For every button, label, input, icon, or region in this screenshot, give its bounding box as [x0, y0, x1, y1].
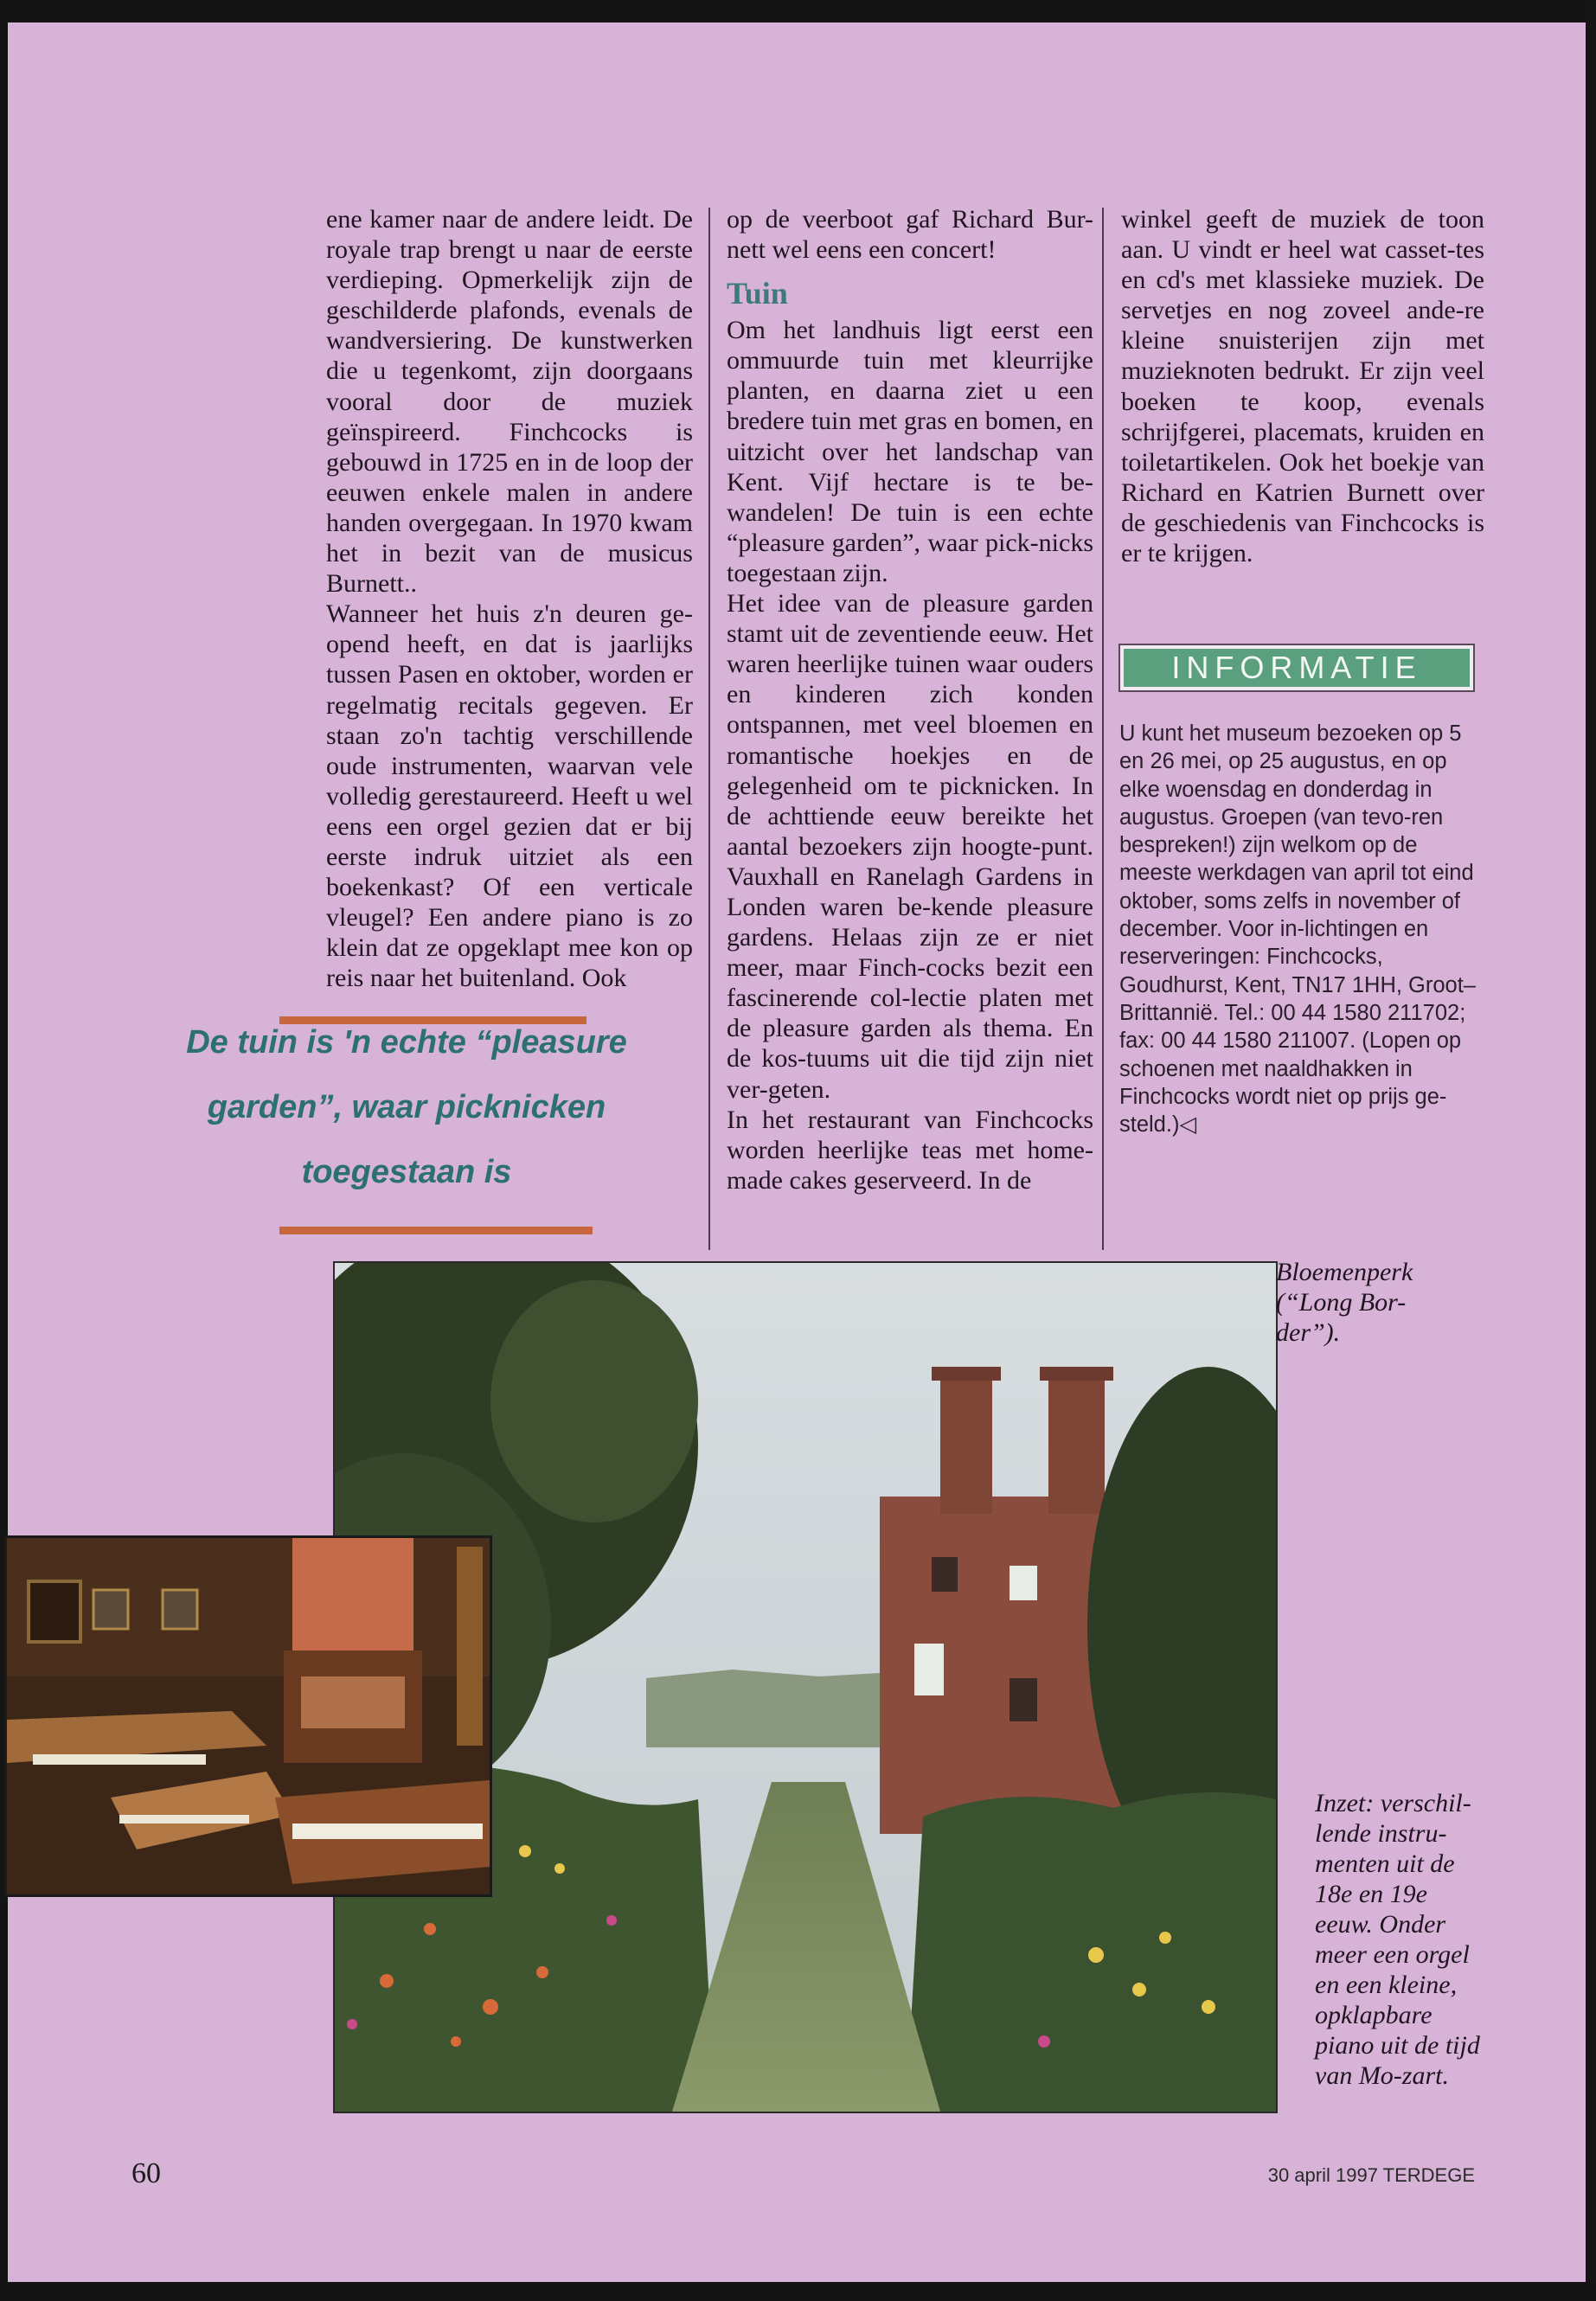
page-number: 60: [131, 2157, 161, 2189]
info-body: U kunt het museum bezoeken op 5 en 26 mei, op 25 augustus, en op elke woensdag en donderdag in augustus. Groepen (van tevo-ren bespreken!) zijn welkom op de meeste werkdagen van april tot eind oktober, soms zelfs in november of december. Voor in-lichtingen en reserveringen: Finchcocks, Goudhurst, Kent, TN17 1HH, Groot–Brittannië. Tel.: 00 44 1580 211702; fax: 00 44 1580 211007. (Lopen op schoenen met naaldhakken in Finchcocks wordt niet op prijs ge-steld.)◁: [1119, 721, 1476, 1138]
inset-photo-caption: Inzet: verschil-lende instru-menten uit de 18e en 19e eeuw. Onder meer een orgel en een kleine, opklapbare piano uit de tijd van Mo-zart.: [1315, 1789, 1480, 2090]
inset-instruments-photo: [4, 1535, 492, 1897]
article-column-1: [326, 204, 693, 993]
paragraph: Wanneer het huis z'n deuren ge-opend heeft, en dat is jaarlijks tussen Pasen en oktober, worden er regelmatig recitals gegeven. Er staan zo'n tachtig verschillende oude instrumenten, waarvan vele volledig gerestaureerd. Heeft u wel eens een orgel gezien dat er bij eerste indruk uitziet als een boekenkast? Of een verticale vleugel? Een andere piano is zo klein dat ze opgeklapt mee kon op reis naar het buitenland. Ook: [326, 599, 693, 993]
scan-border-top: [0, 0, 1596, 22]
scan-border-right: [1586, 0, 1596, 2301]
pull-quote: De tuin is 'n echte “pleasure garden”, waar picknicken toegestaan is: [186, 1024, 627, 1190]
paragraph: ene kamer naar de andere leidt. De royale trap brengt u naar de eerste verdieping. Opmerkelijk zijn de geschilderde plafonds, evenals de wandversiering. De kunstwerken die u tegenkomt, zijn doorgaans vooral door de muziek geïnspireerd. Finchcocks is gebouwd in 1725 en in de loop der eeuwen enkele malen in andere handen overgegaan. In 1970 kwam het in bezit van de musicus Burnett..: [326, 205, 693, 599]
quote-bar-bottom: [279, 1227, 593, 1234]
scan-border-left: [0, 0, 8, 2301]
paragraph: In het restaurant van Finchcocks worden heerlijke teas met home-made cakes geserveerd. In de: [727, 1105, 1093, 1195]
article-column-3: [1121, 204, 1484, 568]
info-title: INFORMATIE: [1124, 649, 1470, 687]
section-heading-tuin: Tuin: [727, 276, 788, 311]
garden-photo-caption: Bloemenperk (“Long Bor-der”).: [1276, 1258, 1413, 1347]
scan-border-bottom: [0, 2282, 1596, 2301]
column-divider: [708, 208, 710, 1250]
info-box-header: [1118, 644, 1475, 692]
article-column-2: [727, 204, 1093, 1195]
column-divider: [1102, 208, 1104, 1250]
paragraph: op de veerboot gaf Richard Bur-nett wel eens een concert!: [727, 205, 1093, 265]
paragraph: Om het landhuis ligt eerst een ommuurde tuin met kleurrijke planten, en daarna ziet u een bredere tuin met gras en bomen, en uitzicht over het landschap van Kent. Vijf hectare is te be-wandelen! De tuin is een echte “pleasure garden”, waar pick-nicks toegestaan zijn.: [727, 316, 1093, 587]
paragraph: Het idee van de pleasure garden stamt uit de zeventiende eeuw. Het waren heerlijke tuinen waar ouders en kinderen zich konden ontspannen, met veel bloemen en romantische hoekjes en de gelegenheid om te picknicken. In de achttiende eeuw bereikte het aantal bezoekers zijn hoogte-punt. Vauxhall en Ranelagh Gardens in Londen waren be-kende pleasure gardens. Helaas zijn ze er niet meer, maar Finch-cocks bezit een fascinerende col-lectie platen met de pleasure garden als thema. En de kos-tuums uit die tijd zijn niet ver-geten.: [727, 589, 1093, 1104]
paragraph: winkel geeft de muziek de toon aan. U vindt er heel wat casset-tes en cd's met klassieke muziek. De servetjes en nog zoveel ande-re kleine snuisterijen zijn met muzieknoten bedrukt. Er zijn veel boeken te koop, evenals schrijfgerei, placemats, kruiden en toiletartikelen. Ook het boekje van Richard en Katrien Burnett over de geschiedenis van Finchcocks is er te krijgen.: [1121, 205, 1484, 568]
issue-date: 30 april 1997 TERDEGE: [1267, 2164, 1475, 2186]
